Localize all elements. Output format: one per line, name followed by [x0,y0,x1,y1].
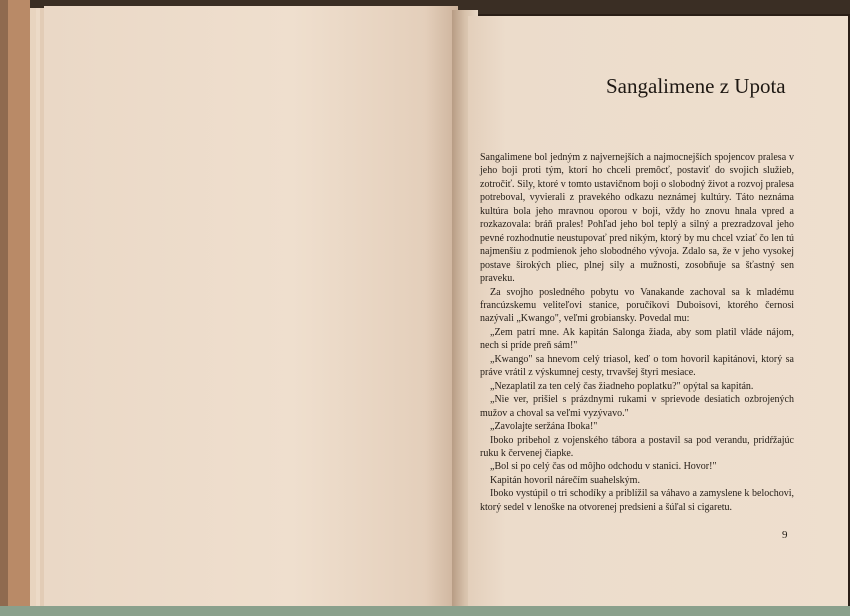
chapter-title: Sangalimene z Upota [606,74,786,98]
page-number: 9 [782,529,788,541]
paragraph: Za svojho posledného pobytu vo Vanakande zachoval sa k mladému francúzskemu veliteľovi stanice, poručíkovi Duboisovi, ktorého černosi nazývali „Kwango", veľmi grobiansky. Povedal mu: [480,286,794,325]
paragraph: Iboko pribehol z vojenského tábora a postavil sa pod verandu, pridŕžajúc ruku k červenej čiapke. [480,434,794,459]
background-bottom [0,606,850,616]
paragraph: Iboko vystúpil o tri schodíky a priblížil sa váhavo a zamyslene k belochovi, ktorý sedel v lenoške na otvorenej predsieni a šúľal si cigaretu. [480,488,794,513]
body-text [480,151,794,514]
paragraph: „Nie ver, prišiel s prázdnymi rukami v sprievode desiatich ozbrojených mužov a choval sa veľmi vyzývavo." [480,394,794,419]
paragraph: „Zavolajte seržána Iboka!" [490,421,598,433]
paragraph: „Bol si po celý čas od môjho odchodu v stanici. Hovor!" [490,461,717,473]
left-page [44,6,458,606]
paragraph: Sangalimene bol jedným z najvernejších a najmocnejších spojencov pralesa v jeho boji proti tým, ktorí ho chceli premôcť, postaviť do svojich služieb, zotročiť. Sily, ktoré v tomto ustavičnom boji o slobodný život a rozvoj pralesa potreboval, vyvierali z pravekého odkazu neznámej kultúry. Táto neznáma kultúra bola jeho mravnou oporou v boji, vždy ho znovu hnala vpred a rozkazovala: bráň prales! Pohľad jeho bol teplý a silný a prezradzoval jeho pevné rozhodnutie neustupovať pred nikým, ktorý by mu chcel vziať čo len tú najmenšiu z podmienok jeho slobodného vývoja. Zdalo sa, že v jeho vysokej postave širokých pliec, plnej sily a mužnosti, zosobňuje sa šťastný sen praveku. [480,152,794,285]
paragraph: „Zem patrí mne. Ak kapitán Salonga žiada, aby som platil vláde nájom, nech si príde preň sám!" [480,326,794,352]
paragraph: „Kwango" sa hnevom celý triasol, keď o tom hovoril kapitánovi, ktorý sa práve vrátil z výskumnej cesty, trvavšej štyri mesiace. [480,353,794,379]
book-cover-edge [0,0,8,616]
paragraph: Kapitán hovoril nárečím suahelským. [490,474,640,486]
paragraph: „Nezaplatil za ten celý čas žiadneho poplatku?" opýtal sa kapitán. [490,380,754,392]
